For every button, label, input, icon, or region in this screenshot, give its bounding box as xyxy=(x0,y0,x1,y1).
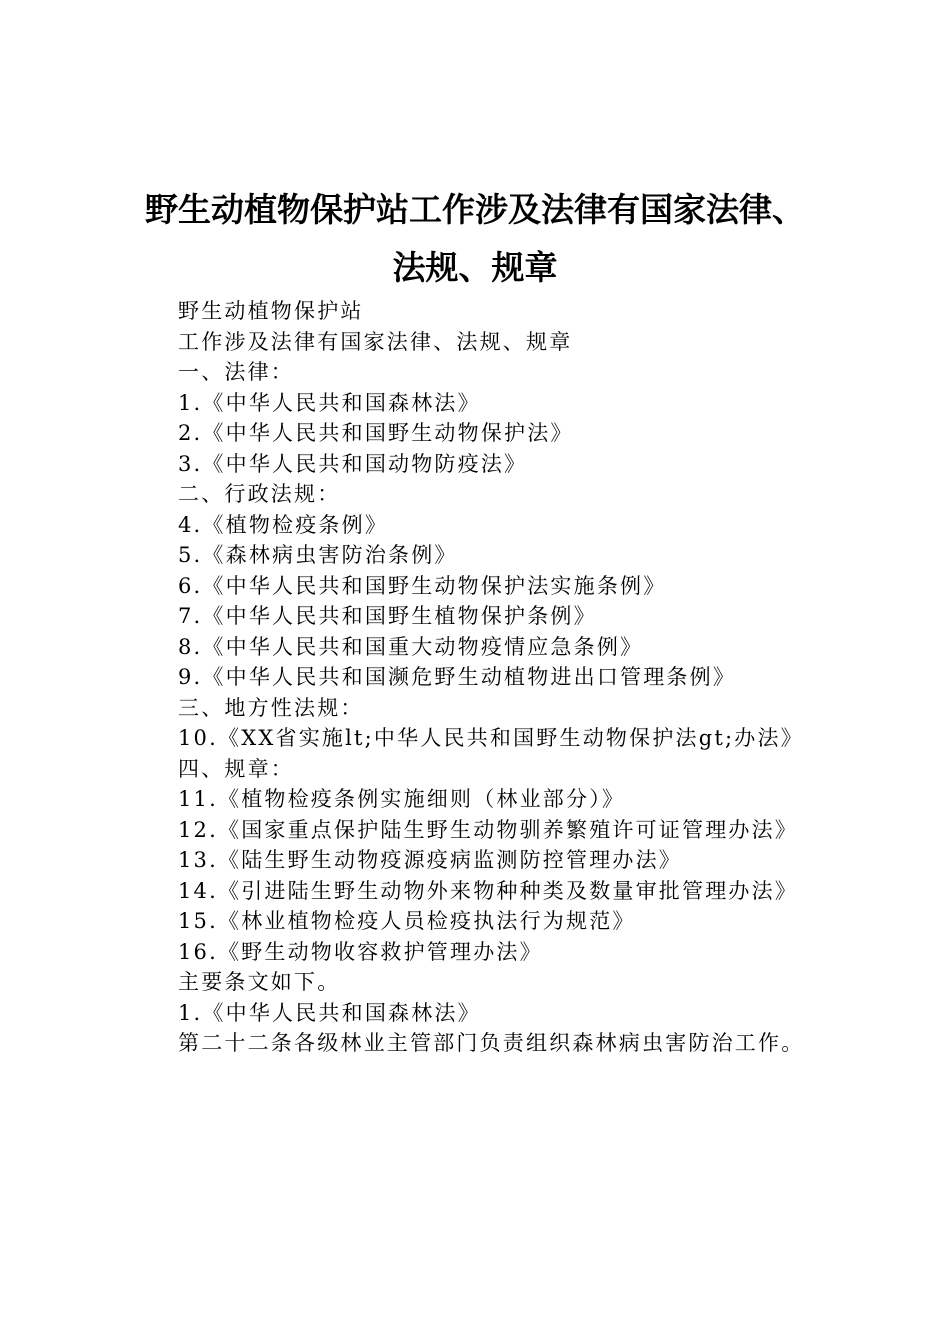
list-item: 4.《植物检疫条例》 xyxy=(178,512,389,537)
section-heading-administrative-regulations: 二、行政法规： xyxy=(178,482,341,506)
list-item: 16.《野生动物收容救护管理办法》 xyxy=(178,939,543,964)
list-item: 11.《植物检疫条例实施细则（林业部分）》 xyxy=(178,787,626,811)
list-item: 8.《中华人民共和国重大动物疫情应急条例》 xyxy=(178,634,644,659)
list-item: 15.《林业植物检疫人员检疫执法行为规范》 xyxy=(178,909,636,933)
list-item: 1.《中华人民共和国森林法》 xyxy=(178,390,481,415)
document-body xyxy=(130,296,830,1059)
list-item: 13.《陆生野生动物疫源疫病监测防控管理办法》 xyxy=(178,848,682,872)
list-item: 14.《引进陆生野生动物外来物种种类及数量审批管理办法》 xyxy=(178,878,798,903)
document-title-line-2: 法规、规章 xyxy=(392,248,558,287)
list-item: 10.《XX省实施lt;中华人民共和国野生动物保护法gt;办法》 xyxy=(178,726,804,750)
list-item: 6.《中华人民共和国野生动物保护法实施条例》 xyxy=(178,573,667,598)
list-item: 3.《中华人民共和国动物防疫法》 xyxy=(178,451,528,476)
section-heading-local-regulations: 三、地方性法规： xyxy=(178,695,364,720)
list-item: 1.《中华人民共和国森林法》 xyxy=(178,1000,481,1025)
paragraph-subtitle: 工作涉及法律有国家法律、法规、规章 xyxy=(178,329,573,354)
list-item: 12.《国家重点保护陆生野生动物驯养繁殖许可证管理办法》 xyxy=(178,817,798,842)
list-item: 5.《森林病虫害防治条例》 xyxy=(178,543,458,567)
list-item: 7.《中华人民共和国野生植物保护条例》 xyxy=(178,604,597,628)
list-item: 2.《中华人民共和国野生动物保护法》 xyxy=(178,421,574,445)
section-heading-rules: 四、规章： xyxy=(178,756,294,781)
section-heading-laws: 一、法律： xyxy=(178,360,294,384)
list-item: 9.《中华人民共和国濒危野生动植物进出口管理条例》 xyxy=(178,665,737,689)
paragraph-station-name: 野生动植物保护站 xyxy=(178,299,364,323)
paragraph-intro-main-articles: 主要条文如下。 xyxy=(178,970,341,994)
document-title-line-1: 野生动植物保护站工作涉及法律有国家法律、 xyxy=(145,190,805,229)
paragraph-article-22: 第二十二条各级林业主管部门负责组织森林病虫害防治工作。 xyxy=(178,1031,805,1055)
